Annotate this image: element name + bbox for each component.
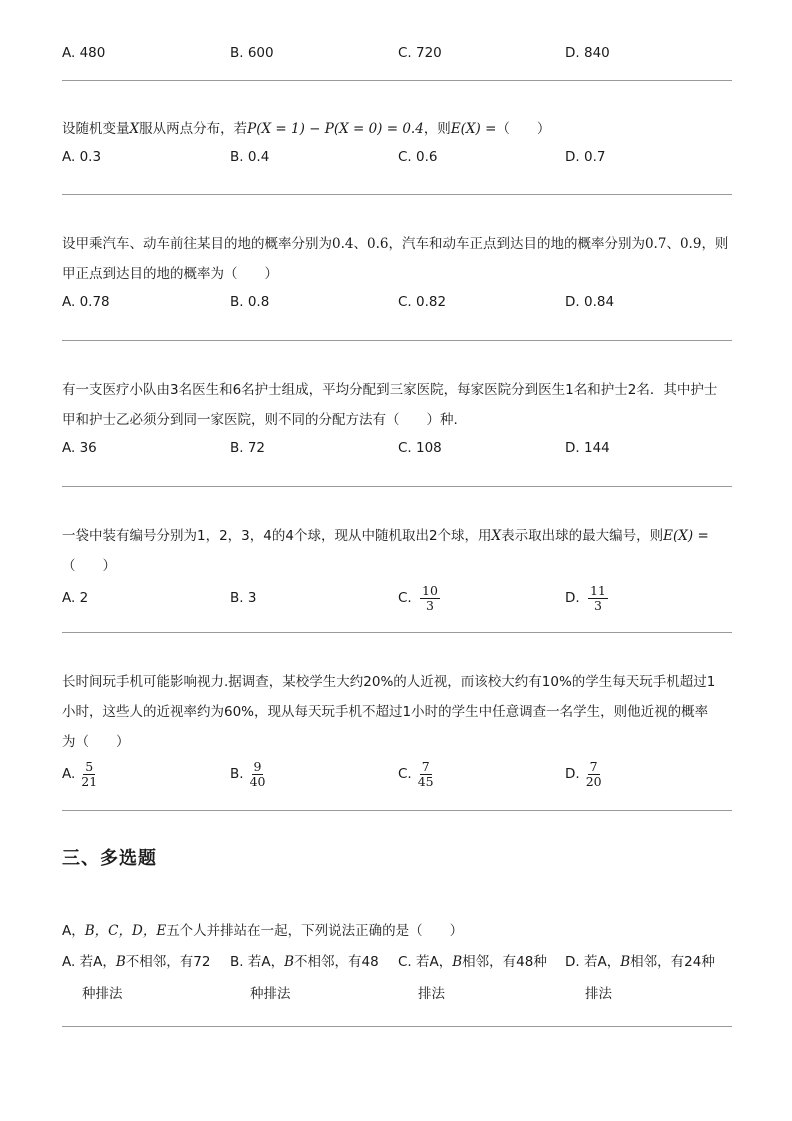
option-text-cont: 排法 [418, 986, 445, 1002]
option-label: D. [565, 766, 580, 782]
question-stem-line-2: 小时，这些人的近视率约为60%，现从每天玩手机不超过1小时的学生中任意调查一名学生，则他近视的概率 [62, 704, 709, 720]
option-text-cont: 种排法 [82, 986, 123, 1002]
option-b[interactable]: B. 600 [230, 45, 274, 61]
stem-text: 服从两点分布，若 [139, 121, 248, 137]
question-stem-line-2: 甲正点到达目的地的概率为（ ） [62, 266, 278, 282]
numerator: 9 [253, 758, 262, 774]
option-b[interactable]: B. 0.4 [230, 149, 270, 165]
question-4 [62, 521, 732, 617]
divider [62, 340, 732, 341]
question-stem [62, 916, 732, 946]
options-row [62, 581, 732, 617]
option-label: B. [230, 766, 244, 782]
stem-math: X [491, 528, 502, 544]
option-c[interactable]: C. 0.82 [398, 294, 447, 310]
stem-text: ，汽车和动车正点到达目的地的概率分别为 [388, 236, 645, 252]
option-c[interactable] [398, 581, 440, 615]
question-3 [62, 375, 732, 461]
fraction [416, 760, 436, 789]
question-6 [62, 916, 732, 1012]
question-stem-line-2: （ ） [62, 558, 116, 574]
option-a[interactable]: A. 0.78 [62, 294, 110, 310]
stem-text: 设随机变量 [62, 121, 130, 137]
numerator: 5 [85, 758, 94, 774]
question-2 [62, 229, 732, 315]
option-a[interactable] [62, 757, 99, 791]
option-c[interactable]: C. 108 [398, 440, 442, 456]
stem-math: E(X) = [450, 121, 497, 137]
option-math: B [452, 954, 463, 970]
fraction [248, 760, 268, 789]
question-stem-line-2: 甲和护士乙必须分到同一家医院，则不同的分配方法有（ ）种. [62, 412, 458, 428]
option-d[interactable]: D. 144 [565, 440, 610, 456]
option-d[interactable]: D. 0.7 [565, 149, 606, 165]
options-row [62, 289, 732, 315]
option-d[interactable]: D. 0.84 [565, 294, 615, 310]
numerator: 7 [589, 758, 598, 774]
option-math: B [620, 954, 631, 970]
stem-text: ，则 [423, 121, 451, 137]
divider [62, 486, 732, 487]
denominator: 20 [585, 773, 602, 789]
numerator: 7 [421, 758, 430, 774]
option-text: 相邻，有24种 [630, 954, 715, 970]
denominator: 3 [593, 597, 602, 613]
question-1 [62, 114, 732, 170]
stem-text: 、 [353, 236, 367, 252]
stem-text: 、 [666, 236, 680, 252]
divider [62, 1026, 732, 1027]
option-d[interactable]: D. 840 [565, 45, 610, 61]
option-b[interactable]: B. 0.8 [230, 294, 270, 310]
question-stem-line-1: 长时间玩手机可能影响视力.据调查，某校学生大约20%的人近视，而该校大约有10%的学生每天玩手机超过1 [62, 674, 716, 690]
numerator: 11 [589, 582, 606, 598]
denominator: 3 [425, 597, 434, 613]
stem-text: A， [62, 923, 85, 939]
option-label: A. [62, 766, 76, 782]
option-text: 不相邻，有72 [125, 954, 211, 970]
fraction [584, 760, 604, 789]
option-math: B [115, 954, 126, 970]
option-text-cont: 种排法 [250, 986, 291, 1002]
options-row [62, 144, 732, 170]
numerator: 10 [422, 582, 438, 598]
stem-math: X [129, 121, 140, 137]
stem-text: 设甲乘汽车、动车前往某目的地的概率分别为 [62, 236, 332, 252]
option-text-cont: 排法 [585, 986, 612, 1002]
option-c[interactable]: C. 0.6 [398, 149, 438, 165]
option-a[interactable]: A. 2 [62, 590, 89, 606]
question-0 [62, 40, 732, 66]
option-d[interactable] [565, 946, 725, 1010]
option-a[interactable] [62, 946, 222, 1010]
question-5 [62, 667, 732, 793]
stem-text: ，则 [701, 236, 729, 252]
option-a[interactable]: A. 480 [62, 45, 106, 61]
options-row [62, 946, 732, 1012]
option-b[interactable]: B. 3 [230, 590, 257, 606]
options-row [62, 757, 732, 793]
options-row [62, 40, 732, 66]
stem-math: B，C，D，E [84, 923, 167, 939]
option-label: C. [398, 590, 412, 606]
denominator: 21 [81, 773, 98, 789]
question-stem-line-1 [62, 521, 732, 551]
question-stem-line-1: 有一支医疗小队由3名医生和6名护士组成，平均分配到三家医院，每家医院分到医生1名和护士2名．其中护士 [62, 382, 718, 398]
divider [62, 810, 732, 811]
stem-math: 0.4 [332, 236, 354, 252]
option-text: 相邻，有48种 [462, 954, 547, 970]
denominator: 40 [249, 773, 266, 789]
option-text: C. 若A， [398, 954, 453, 970]
option-b[interactable] [230, 946, 390, 1010]
section-heading: 三、多选题 [62, 848, 157, 869]
divider [62, 194, 732, 195]
answer-blank: （ ） [496, 121, 551, 137]
fraction [588, 584, 608, 613]
option-d[interactable] [565, 757, 604, 791]
question-stem [62, 114, 732, 144]
option-label: C. [398, 766, 412, 782]
stem-math: 0.9 [679, 236, 702, 252]
option-c[interactable]: C. 720 [398, 45, 442, 61]
option-c[interactable] [398, 757, 436, 791]
option-b[interactable] [230, 757, 267, 791]
fraction [420, 584, 440, 613]
fraction [79, 760, 99, 789]
option-text: A. 若A， [62, 954, 116, 970]
option-label: D. [565, 590, 580, 606]
option-math: B [284, 954, 295, 970]
stem-math: 0.7 [644, 236, 667, 252]
options-row [62, 435, 732, 461]
stem-math: E(X) = [663, 528, 709, 544]
stem-text: 一袋中装有编号分别为1，2，3，4的4个球，现从中随机取出2个球，用 [62, 528, 492, 544]
option-text: D. 若A， [565, 954, 621, 970]
question-stem-line-1 [62, 229, 732, 259]
divider [62, 632, 732, 633]
option-a[interactable]: A. 36 [62, 440, 97, 456]
denominator: 45 [417, 773, 434, 789]
option-d[interactable] [565, 581, 608, 615]
option-text: 不相邻，有48 [294, 954, 379, 970]
option-c[interactable] [398, 946, 558, 1010]
divider [62, 80, 732, 81]
stem-math: 0.6 [366, 236, 389, 252]
option-b[interactable]: B. 72 [230, 440, 266, 456]
stem-text: 表示取出球的最大编号，则 [501, 528, 664, 544]
option-text: B. 若A， [230, 954, 285, 970]
stem-math: P(X = 1) − P(X = 0) = 0.4 [247, 121, 424, 137]
stem-text: 五个人并排站在一起，下列说法正确的是（ ） [166, 923, 464, 939]
question-stem-line-3: 为（ ） [62, 734, 130, 750]
option-a[interactable]: A. 0.3 [62, 149, 102, 165]
